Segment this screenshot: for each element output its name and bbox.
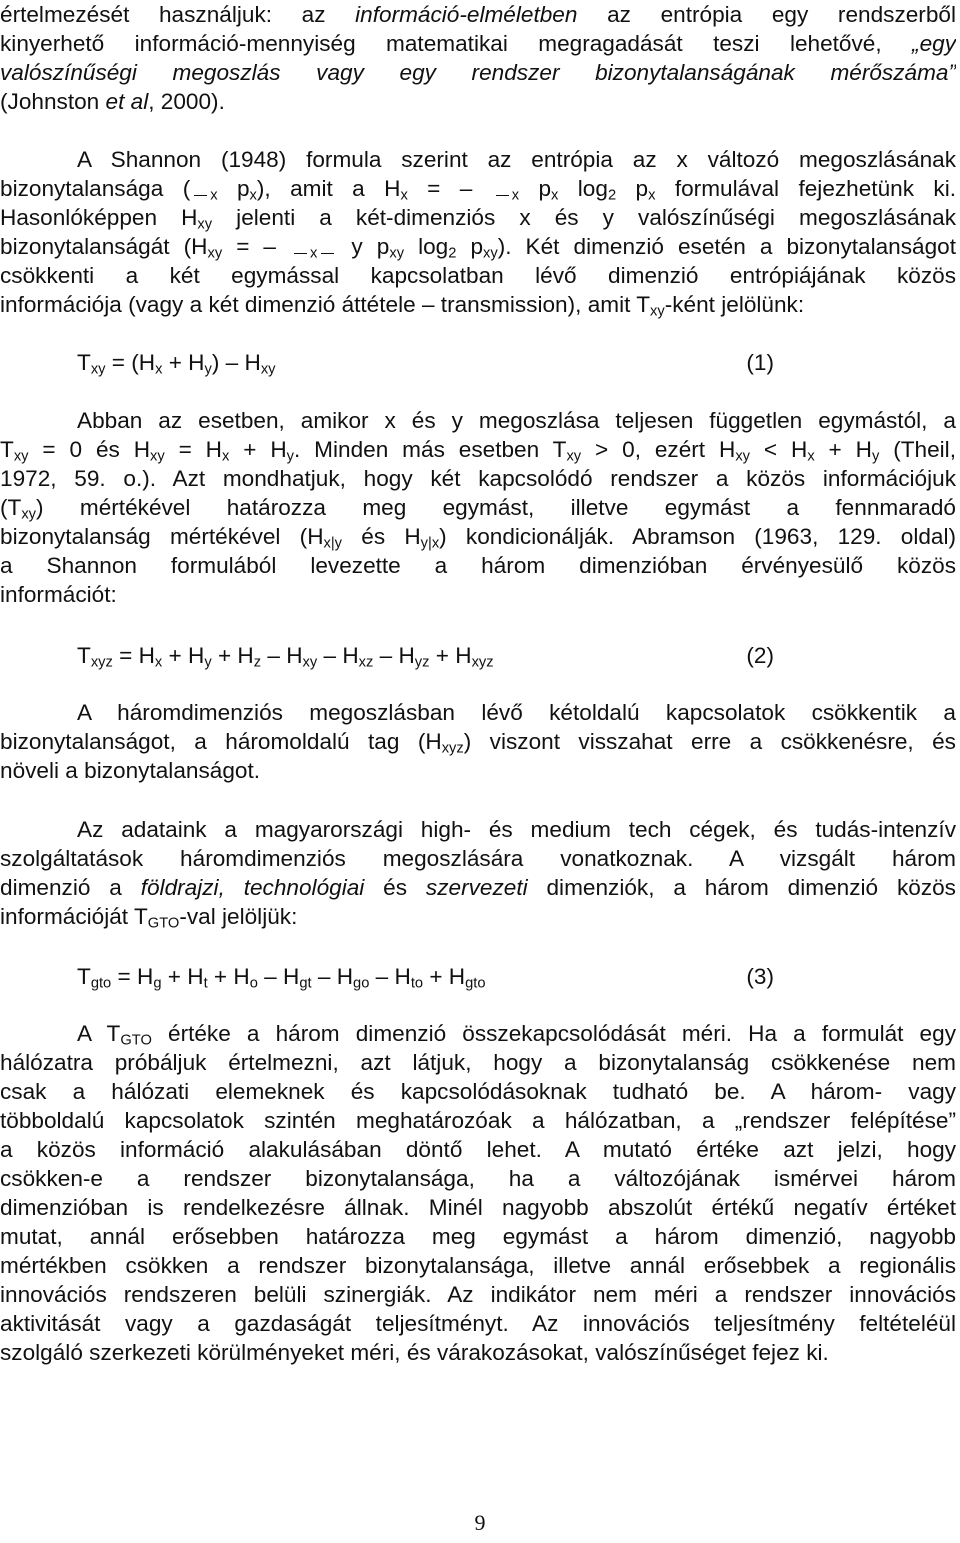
paragraph-shannon xyxy=(0,145,956,319)
sum-symbol-icon xyxy=(321,239,334,254)
equation-term: = H xyxy=(112,643,155,668)
text-line: kinyerhető információ-mennyiség matematikai megragadását teszi lehetővé, „egy xyxy=(0,31,956,56)
text-line: Az adataink a magyarországi high- és medium tech cégek, és tudás-intenzív xyxy=(77,817,956,842)
text-line: 1972, 59. o.). Azt mondhatjuk, hogy két kapcsolódó rendszer a közös információjuk xyxy=(0,466,956,491)
equation-term: + H xyxy=(207,964,250,989)
text-line: bizonytalansága ( $_x$ $p_x$), amit a $H_x$ = – $_x$ $p_x$ $\log_2 p_x$ formulával fejezhetünk ki. xyxy=(0,176,956,203)
text-line: szolgáló szerkezeti körülményeket méri, és várakozásokat, valószínűséget fejez ki. xyxy=(0,1340,829,1365)
text-line: információt: xyxy=(0,582,117,607)
text-line: mutat, annál erősebben határozza meg egymást a három dimenzió, nagyobb xyxy=(0,1224,956,1249)
text-line: mértékben csökken a rendszer bizonytalansága, illetve annál erősebbek a regionális xyxy=(0,1253,956,1278)
equation-subscript: y xyxy=(204,654,212,671)
text-line: Hasonlóképpen $H_{xy}$ jelenti a két-dimenziós x és y valószínűségi megoszlásának xyxy=(0,205,956,232)
text-line: csökkenti a két egymással kapcsolatban lévő dimenzió entrópiájának közös xyxy=(0,263,956,288)
text-line: innovációs rendszeren belüli szinergiák. Az indikátor nem méri a rendszer innovációs xyxy=(0,1282,956,1307)
equation-subscript: o xyxy=(249,975,258,992)
equation-3-number: (3) xyxy=(746,964,774,989)
sum-symbol-icon xyxy=(496,181,509,196)
text-line: bizonytalanságot, a háromoldalú tag $(H_{xyz})$ viszont visszahat erre a csökkenésre, és xyxy=(0,729,956,756)
equation-term: T xyxy=(77,643,91,668)
equation-term: T xyxy=(77,964,91,989)
equation-subscript: z xyxy=(253,654,262,671)
equation-subscript: gto xyxy=(90,975,112,992)
text-line: aktivitását vagy a gazdaságát teljesítményt. Az innovációs teljesítmény feltételéül xyxy=(0,1311,956,1336)
text-line: információját $T_{GTO}$-val jelöljük: xyxy=(0,904,298,931)
text-line: (Johnston et al, 2000). xyxy=(0,89,225,114)
equation-term: + H xyxy=(429,643,472,668)
text-line: dimenzióban is rendelkezésre állnak. Minél nagyobb abszolút értékű negatív értéket xyxy=(0,1195,956,1220)
equation-subscript: xyz xyxy=(90,654,113,671)
text-line: dimenzió a földrajzi, technológiai és szervezeti dimenziók, a három dimenzió közös xyxy=(0,875,956,900)
equation-subscript: xy xyxy=(302,654,318,671)
sum-symbol-icon xyxy=(294,239,307,254)
paragraph-independence xyxy=(0,406,956,609)
equation-subscript: g xyxy=(153,975,162,992)
equation-term: – H xyxy=(317,643,359,668)
equation-subscript: yz xyxy=(414,654,430,671)
text-line: szolgáltatások háromdimenziós megoszlására vonatkoznak. A vizsgált három xyxy=(0,846,956,871)
text-line: hálózatra próbáljuk értelmezni, azt látjuk, hogy a bizonytalanság csökkenése nem xyxy=(0,1050,956,1075)
text-line: bizonytalanság mértékével ($H_{x|y}$ és $H_{y|x}$) kondicionálják. Abramson (1963, 129. oldal) xyxy=(0,524,956,551)
text-line: a közös információ alakulásában döntő lehet. A mutató értéke azt jelzi, hogy xyxy=(0,1137,956,1162)
equation-subscript: x xyxy=(154,654,163,671)
text-line: értelmezését használjuk: az információ-elméletben az entrópia egy rendszerből xyxy=(0,2,956,27)
text-line: $T_{xy} = 0$ és $H_{xy} = H_x + H_y$. Minden más esetben $T_{xy} > 0$, ezért $H_{xy} < H_x + H_y$ (Theil, xyxy=(0,437,956,464)
equation-term: – H xyxy=(373,643,415,668)
text-line: A háromdimenziós megoszlásban lévő kétoldalú kapcsolatok csökkentik a xyxy=(77,700,956,725)
equation-2-number: (2) xyxy=(746,643,774,668)
equation-subscript: xz xyxy=(358,654,374,671)
text-line: információja (vagy a két dimenzió áttétele – transmission), amit $T_{xy}$-ként jelölünk: xyxy=(0,292,805,319)
text-line: $(T_{xy})$ mértékével határozza meg egymást, illetve egymást a fennmaradó xyxy=(0,495,956,522)
text-line: csak a hálózati elemeknek és kapcsolódásoknak tudható be. A három- vagy xyxy=(0,1079,956,1104)
text-line: a Shannon formulából levezette a három dimenzióban érvényesülő közös xyxy=(0,553,956,578)
equation-term: + H xyxy=(161,964,204,989)
equation-3 xyxy=(77,962,777,991)
paragraph-data xyxy=(0,815,956,931)
text-line: csökken-e a rendszer bizonytalansága, ha a változójának ismérvei három xyxy=(0,1166,956,1191)
equation-subscript: gto xyxy=(465,975,486,992)
paragraph-three-dimensional xyxy=(0,698,956,785)
equation-subscript: gt xyxy=(299,975,312,992)
equation-1: $T_{xy} = (H_x + H_y) - H_{xy}$ xyxy=(77,350,276,378)
equation-term: + H xyxy=(423,964,466,989)
equation-subscript: xyz xyxy=(471,654,494,671)
page-number: 9 xyxy=(474,1510,486,1535)
equation-term: – H xyxy=(369,964,411,989)
equation-term: + H xyxy=(211,643,254,668)
equation-term: = H xyxy=(111,964,154,989)
equation-term: – H xyxy=(261,643,303,668)
sum-symbol-icon xyxy=(194,181,207,196)
text-line: A $T_{GTO}$ értéke a három dimenzió összekapcsolódását méri. Ha a formulát egy xyxy=(77,1021,956,1048)
text-line: A Shannon (1948) formula szerint az entrópia az x változó megoszlásának xyxy=(77,147,956,172)
text-line: többoldalú kapcsolatok szintén meghatározóak a hálózatban, a „rendszer felépítése” xyxy=(0,1108,956,1133)
equation-subscript: t xyxy=(203,975,208,992)
text-line: Abban az esetben, amikor x és y megoszlása teljesen független egymástól, a xyxy=(77,408,956,433)
paragraph-tgto xyxy=(0,1019,956,1367)
equation-subscript: go xyxy=(353,975,370,992)
text-line: valószínűségi megoszlás vagy egy rendszer bizonytalanságának mérőszáma” xyxy=(0,60,956,85)
text-line: bizonytalanságát ($H_{xy}$ = – $_x$ y $p_{xy}$ $\log_2 p_{xy}$). Két dimenzió esetén a bizonytalanságot xyxy=(0,234,956,261)
equation-2 xyxy=(77,641,777,670)
equation-term: – H xyxy=(311,964,354,989)
equation-term: + H xyxy=(162,643,205,668)
equation-1-number: (1) xyxy=(746,350,774,375)
equation-subscript: to xyxy=(410,975,424,992)
paragraph-intro xyxy=(0,0,956,116)
equation-term: – H xyxy=(257,964,300,989)
text-line: növeli a bizonytalanságot. xyxy=(0,758,261,783)
